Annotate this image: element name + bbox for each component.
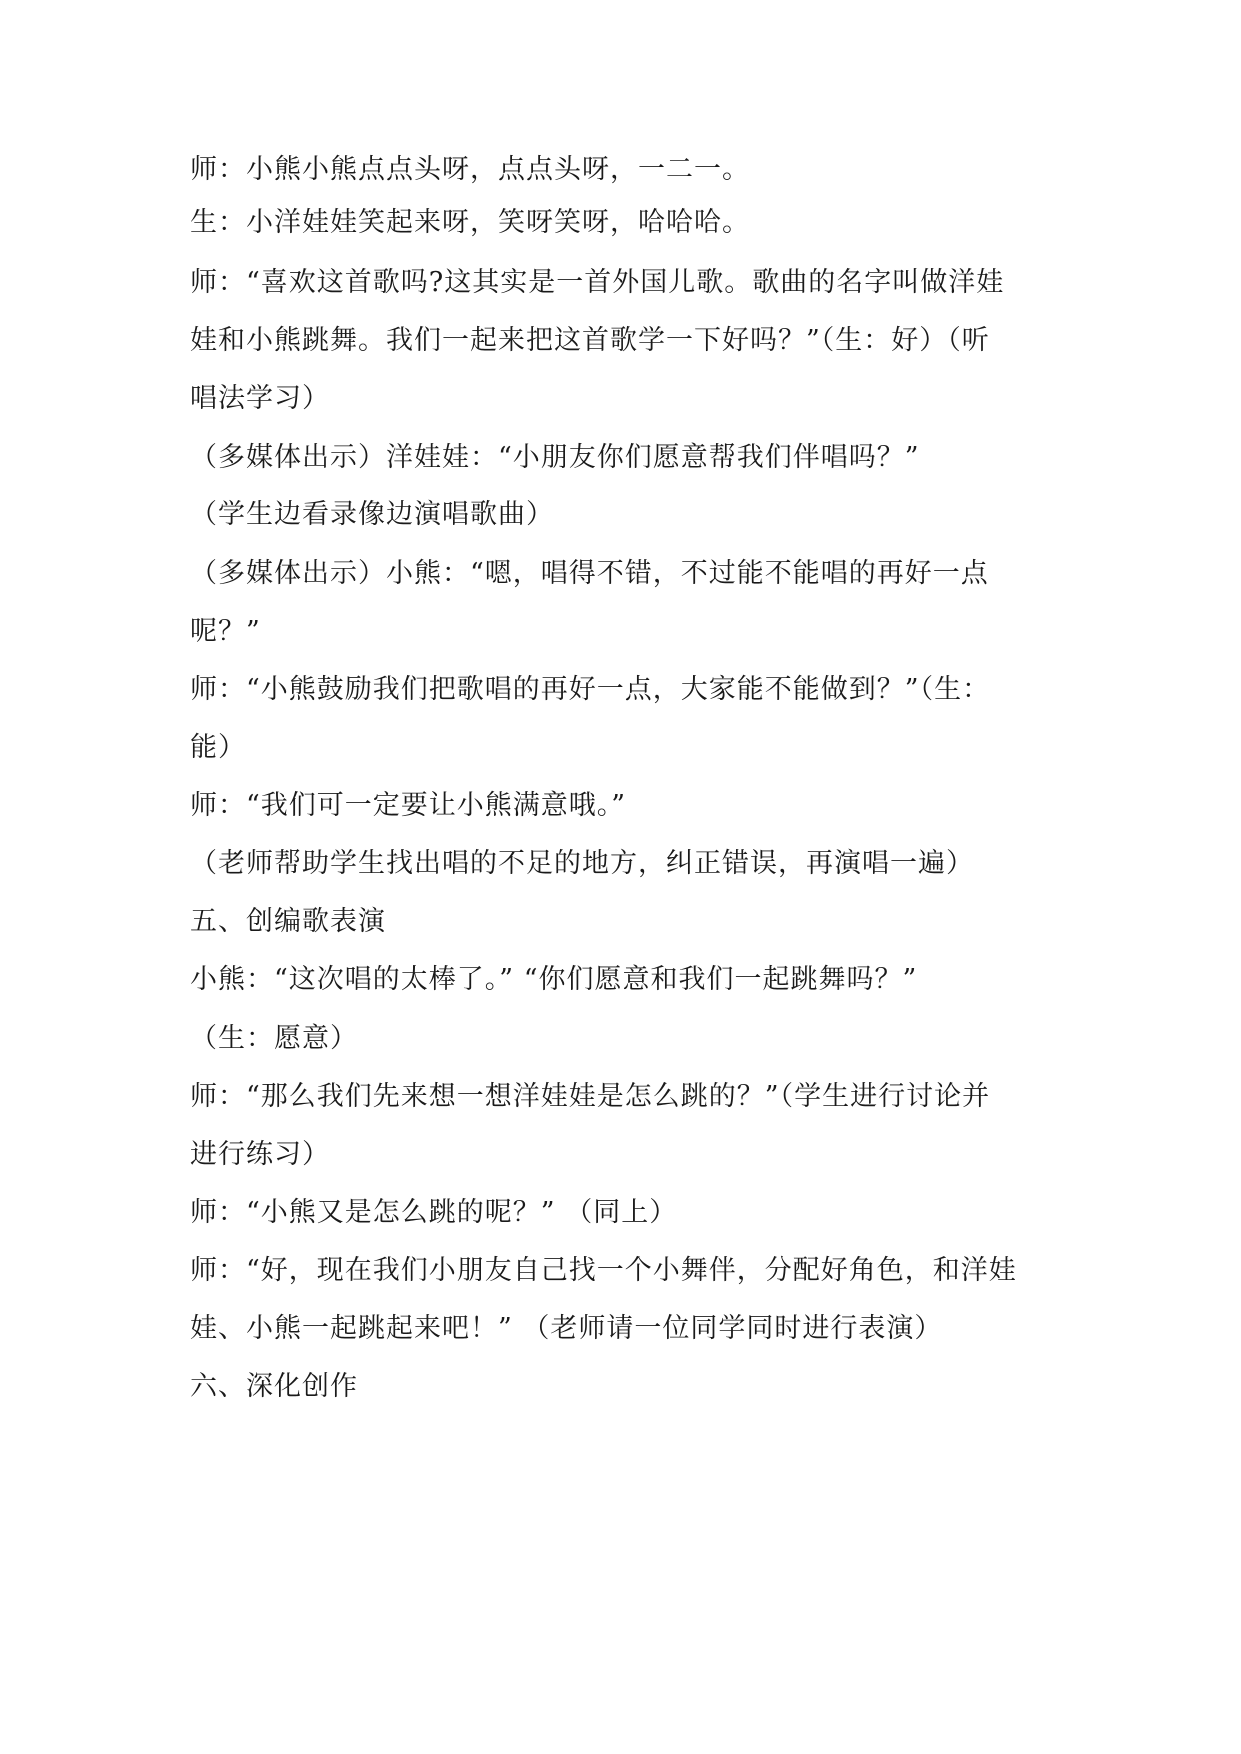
text-line: 生：小洋娃娃笑起来呀，笑呀笑呀，哈哈哈。 — [190, 207, 750, 238]
text-line: 能） — [190, 732, 246, 763]
text-line: 唱法学习） — [190, 383, 330, 414]
text-line: （生：愿意） — [190, 1023, 358, 1054]
text-line: （学生边看录像边演唱歌曲） — [190, 499, 554, 530]
text-line: 娃、小熊一起跳起来吧！” （老师请一位同学同时进行表演） — [190, 1313, 943, 1344]
text-line: 进行练习） — [190, 1139, 330, 1170]
text-line: （老师帮助学生找出唱的不足的地方，纠正错误，再演唱一遍） — [190, 848, 974, 879]
text-line: 师：“喜欢这首歌吗?这其实是一首外国儿歌。歌曲的名字叫做洋娃 — [190, 267, 1005, 298]
text-line: （多媒体出示）洋娃娃：“小朋友你们愿意帮我们伴唱吗？” — [190, 442, 920, 473]
text-line: 呢？” — [190, 616, 261, 647]
section-heading: 六、深化创作 — [190, 1371, 358, 1402]
section-heading: 五、创编歌表演 — [190, 906, 386, 937]
text-line: 小熊：“这次唱的太棒了。” “你们愿意和我们一起跳舞吗？” — [190, 964, 918, 995]
text-line: 娃和小熊跳舞。我们一起来把这首歌学一下好吗？”（生：好）（听 — [190, 325, 990, 356]
text-line: 师：“小熊又是怎么跳的呢？” （同上） — [190, 1197, 678, 1228]
text-line: 师：“我们可一定要让小熊满意哦。” — [190, 790, 627, 821]
text-line: 师：小熊小熊点点头呀，点点头呀，一二一。 — [190, 154, 750, 185]
text-line: （多媒体出示）小熊：“嗯，唱得不错，不过能不能唱的再好一点 — [190, 558, 989, 589]
text-line: 师：“小熊鼓励我们把歌唱的再好一点，大家能不能做到？”（生： — [190, 674, 991, 705]
text-line: 师：“好，现在我们小朋友自己找一个小舞伴，分配好角色，和洋娃 — [190, 1255, 1017, 1286]
text-line: 师：“那么我们先来想一想洋娃娃是怎么跳的？”（学生进行讨论并 — [190, 1081, 991, 1112]
